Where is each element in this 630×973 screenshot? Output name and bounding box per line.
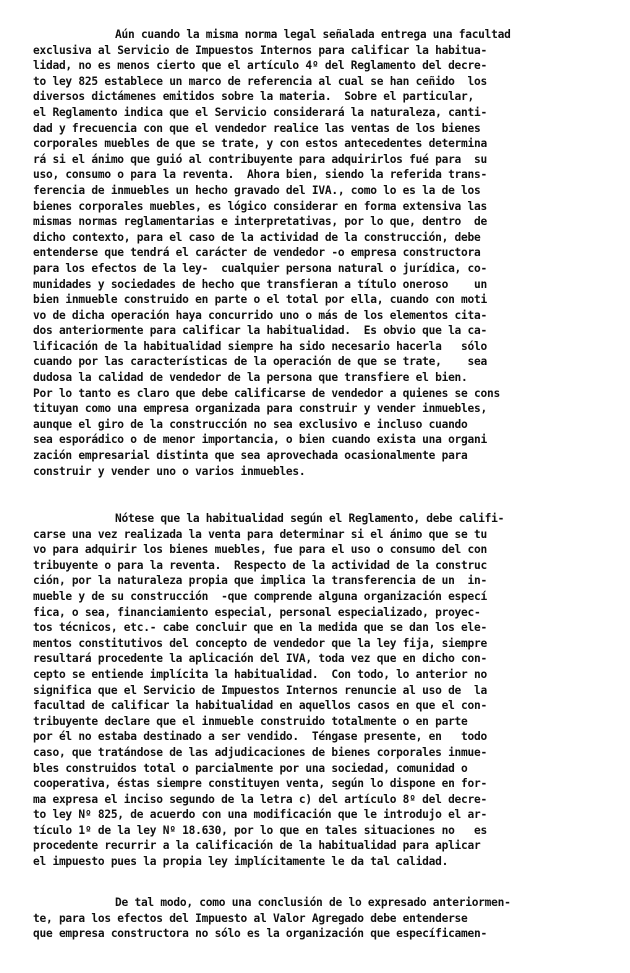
text-line: De tal modo, como una conclusión de lo expresado anteriormen- [115,896,511,909]
text-line: bien inmueble construido en parte o el total por ella, cuando con moti [33,293,487,307]
text-line: sea esporádico o de menor importancia, o bien cuando exista una organi [33,433,487,447]
text-line: tos técnicos, etc.- cabe concluir que en la medida que se dan los ele- [33,621,487,635]
text-line: zación empresarial distinta que sea aprovechada ocasionalmente para [33,449,468,463]
text-line: mismas normas reglamentarias e interpretativas, por lo que, dentro de [33,215,487,229]
text-line: ma expresa el inciso segundo de la letra c) del artículo 8º del decre- [33,792,487,806]
text-line: vo de dicha operación haya concurrido uno o más de los elementos cita- [33,308,487,322]
text-line: procedente recurrir a la calificación de la habitualidad para aplicar [33,839,481,853]
paragraph-calificacion-habitualidad [33,511,593,870]
text-line: por él no estaba destinado a ser vendido. Téngase presente, en todo [33,730,487,744]
text-line: exclusiva al Servicio de Impuestos Internos para calificar la habitua- [33,43,487,57]
text-line: que empresa constructora no sólo es la organización que específicamen- [33,927,487,941]
text-line: tituyan como una empresa organizada para construir y vender inmuebles, [33,402,487,416]
text-line: fica, o sea, financiamiento especial, personal especializado, proyec- [33,605,481,619]
text-line: dicho contexto, para el caso de la actividad de la construcción, debe [33,230,481,244]
text-line: Aún cuando la misma norma legal señalada entrega una facultad [115,28,511,41]
text-line: cuando por las características de la operación de que se trate, sea [33,355,487,369]
text-line: corporales muebles de que se trate, y con estos antecedentes determina [33,137,487,151]
text-line: lificación de la habitualidad siempre ha sido necesario hacerla sólo [33,339,487,353]
text-line: diversos dictámenes emitidos sobre la materia. Sobre el particular, [33,90,475,104]
text-line: bles construidos total o parcialmente por una sociedad, comunidad o [33,761,468,775]
text-line: uso, consumo o para la reventa. Ahora bien, siendo la referida trans- [33,168,487,182]
text-line: resultará procedente la aplicación del IVA, toda vez que en dicho con- [33,652,487,666]
text-line: caso, que tratándose de las adjudicaciones de bienes corporales inmue- [33,745,487,759]
text-line: to ley Nº 825, de acuerdo con una modificación que le introdujo el ar- [33,808,487,822]
text-line: entenderse que tendrá el carácter de vendedor -o empresa constructora [33,246,481,260]
text-line: ción, por la naturaleza propia que implica la transferencia de un in- [33,574,487,588]
paragraph-habitualidad-reglamento [33,27,593,479]
text-line: bienes corporales muebles, es lógico considerar en forma extensiva las [33,199,487,213]
text-line: para los efectos de la ley- cualquier persona natural o jurídica, co- [33,261,487,275]
text-line: significa que el Servicio de Impuestos Internos renuncie al uso de la [33,683,487,697]
text-line: mueble y de su construcción -que comprende alguna organización especí [33,589,487,603]
text-line: facultad de calificar la habitualidad en aquellos casos en que el con- [33,699,487,713]
text-line: lidad, no es menos cierto que el artículo 4º del Reglamento del decre- [33,59,487,73]
text-line: Por lo tanto es claro que debe calificarse de vendedor a quienes se cons [33,386,500,400]
text-line: mentos constitutivos del concepto de vendedor que la ley fija, siempre [33,636,487,650]
text-line: cepto se entiende implícita la habitualidad. Con todo, lo anterior no [33,667,487,681]
text-line: carse una vez realizada la venta para determinar si el ánimo que se tu [33,527,487,541]
text-line: munidades y sociedades de hecho que transfieran a título oneroso un [33,277,487,291]
text-line: te, para los efectos del Impuesto al Valor Agregado debe entenderse [33,911,468,925]
text-line: tribuyente o para la reventa. Respecto de la actividad de la construc [33,558,487,572]
text-line: el Reglamento indica que el Servicio considerará la naturaleza, canti- [33,105,487,119]
text-line: construir y vender uno o varios inmuebles. [33,464,306,478]
text-line: to ley 825 establece un marco de referencia al cual se han ceñido los [33,74,487,88]
text-line: cooperativa, éstas siempre constituyen venta, según lo dispone en for- [33,777,487,791]
paragraph-conclusion [33,895,593,942]
text-line: ferencia de inmuebles un hecho gravado del IVA., como lo es la de los [33,183,481,197]
text-line: dudosa la calidad de vendedor de la persona que transfiere el bien. [33,371,468,385]
text-line: el impuesto pues la propia ley implícitamente le da tal calidad. [33,855,449,869]
text-line: rá si el ánimo que guió al contribuyente para adquirirlos fué para su [33,152,487,166]
text-line: Nótese que la habitualidad según el Reglamento, debe califi- [115,512,505,525]
text-line: dad y frecuencia con que el vendedor realice las ventas de los bienes [33,121,481,135]
text-line: dos anteriormente para calificar la habitualidad. Es obvio que la ca- [33,324,487,338]
text-line: aunque el giro de la construcción no sea exclusivo e incluso cuando [33,417,468,431]
text-line: tículo 1º de la ley Nº 18.630, por lo que en tales situaciones no es [33,823,487,837]
text-line: vo para adquirir los bienes muebles, fue para el uso o consumo del con [33,543,487,557]
text-line: tribuyente declare que el inmueble construido totalmente o en parte [33,714,468,728]
